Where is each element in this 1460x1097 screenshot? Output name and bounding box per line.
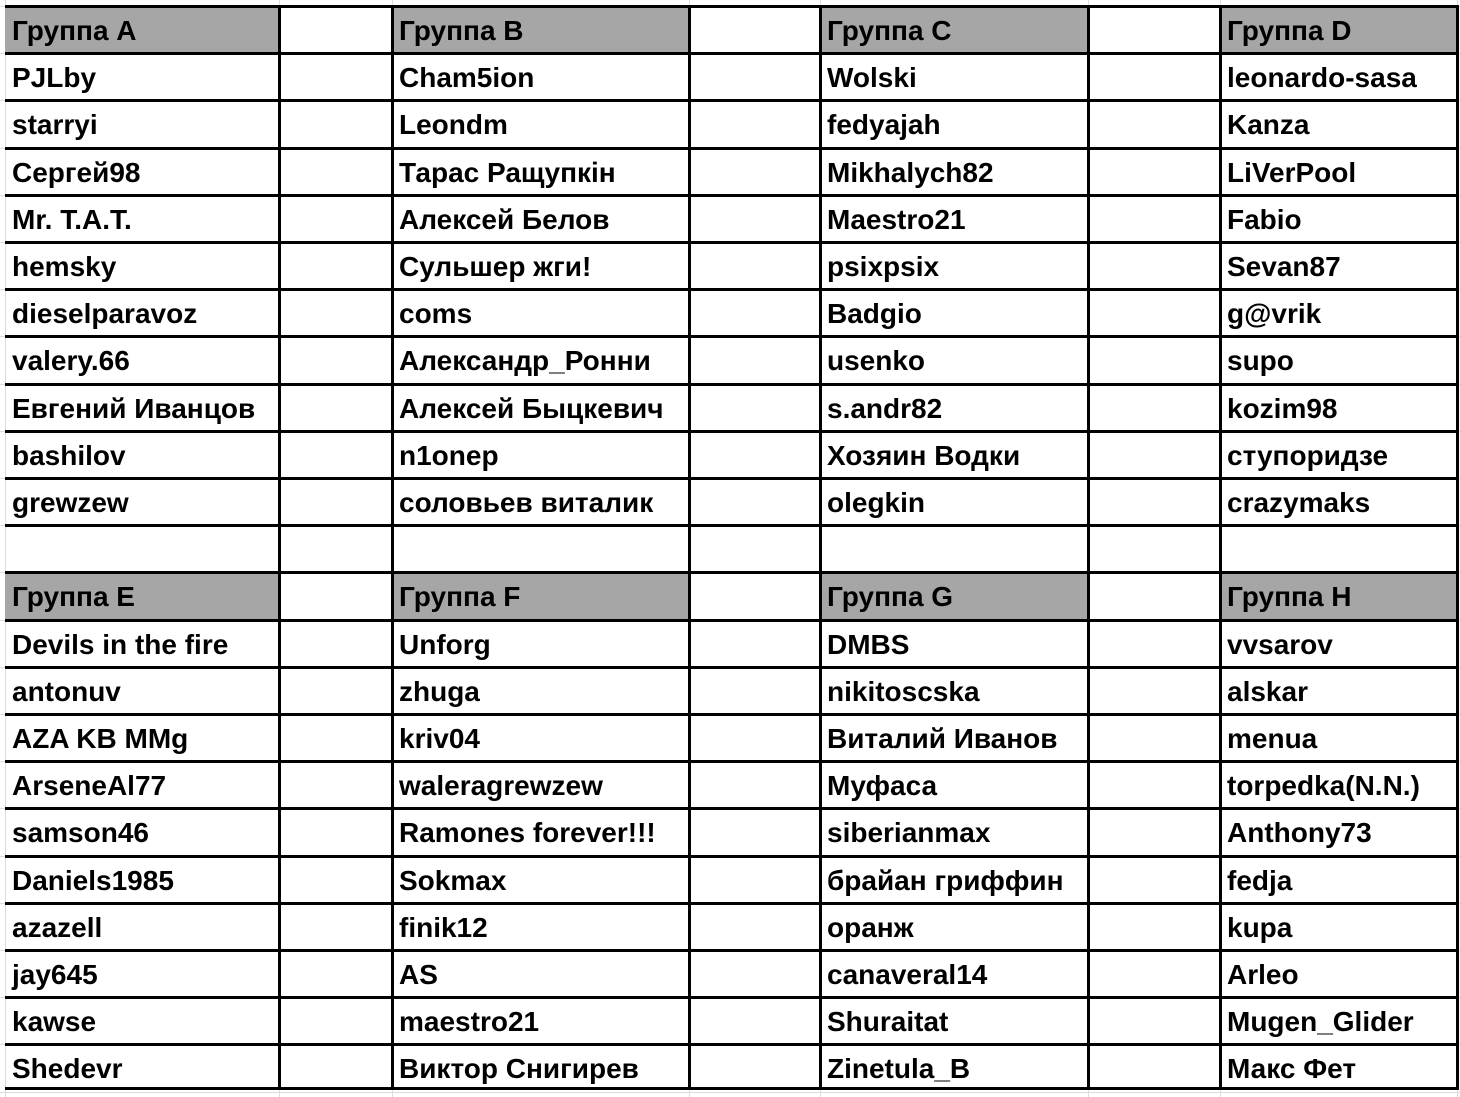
player-cell: ступоридзе <box>1227 439 1389 471</box>
player-cell: crazymaks <box>1227 487 1371 518</box>
player-cell: Sevan87 <box>1227 251 1341 282</box>
player-cell: Unforg <box>399 628 491 660</box>
player-cell: kozim98 <box>1227 392 1338 424</box>
player-cell: samson46 <box>12 817 149 849</box>
player-cell: брайан гриффин <box>827 864 1064 896</box>
player-cell: Хозяин Водки <box>827 439 1021 471</box>
player-cell: Arleo <box>1227 959 1299 990</box>
player-cell: Leondm <box>399 109 508 141</box>
player-cell: Zinetula_B <box>827 1053 971 1085</box>
player-cell: g@vrik <box>1227 298 1322 330</box>
player-cell: s.andr82 <box>827 392 943 424</box>
player-cell: Fabio <box>1227 203 1302 235</box>
player-cell: Wolski <box>827 62 917 94</box>
player-cell: vvsarov <box>1227 628 1333 660</box>
player-cell: starryi <box>12 109 98 141</box>
player-cell: Алексей Быцкевич <box>399 392 664 424</box>
player-cell: Виталий Иванов <box>827 723 1058 754</box>
player-cell: supo <box>1227 345 1294 377</box>
player-cell: menua <box>1227 723 1318 754</box>
player-cell: antonuv <box>12 675 121 707</box>
player-cell: bashilov <box>12 439 126 471</box>
player-cell: Sokmax <box>399 864 507 896</box>
player-cell: zhuga <box>399 675 480 707</box>
player-cell: Mugen_Glider <box>1227 1006 1414 1038</box>
player-cell: fedja <box>1227 864 1293 896</box>
player-cell: nikitoscska <box>827 675 980 707</box>
player-cell: Kanza <box>1227 109 1310 141</box>
player-cell: siberianmax <box>827 817 991 849</box>
player-cell: grewzew <box>12 487 129 518</box>
player-cell: Mikhalych82 <box>827 156 994 188</box>
player-cell: Daniels1985 <box>12 864 174 896</box>
player-cell: Сергей98 <box>12 156 141 188</box>
player-cell: оранж <box>827 911 914 943</box>
player-cell: dieselparavoz <box>12 298 198 330</box>
player-cell: Mr. T.A.T. <box>12 203 132 235</box>
player-cell: AS <box>399 959 438 990</box>
group-header: Группа G <box>827 581 954 613</box>
player-cell: Сульшер жги! <box>399 251 592 282</box>
player-cell: Тарас Ращупкін <box>399 156 616 188</box>
group-header: Группа C <box>827 15 952 46</box>
player-cell: DMBS <box>827 628 910 660</box>
player-cell: kawse <box>12 1006 97 1038</box>
player-cell: Алексей Белов <box>399 203 610 235</box>
player-cell: Макс Фет <box>1227 1053 1357 1085</box>
player-cell: canaveral14 <box>827 959 988 990</box>
player-cell: valery.66 <box>12 345 130 377</box>
group-header: Группа E <box>12 581 135 613</box>
player-cell: jay645 <box>12 959 98 990</box>
player-cell: Devils in the fire <box>12 628 229 660</box>
group-header: Группа B <box>399 15 524 46</box>
player-cell: LiVerPool <box>1227 156 1357 188</box>
player-cell: alskar <box>1227 675 1308 707</box>
group-header: Группа F <box>399 581 521 613</box>
player-cell: ArseneAl77 <box>12 770 167 802</box>
player-cell: Александр_Ронни <box>399 345 651 377</box>
player-cell: waleragrewzew <box>399 770 603 802</box>
player-cell: kupa <box>1227 911 1293 943</box>
player-cell: psixpsix <box>827 251 940 282</box>
player-cell: соловьев виталик <box>399 487 654 518</box>
player-cell: Евгений Иванцов <box>12 392 256 424</box>
group-header: Группа A <box>12 15 137 46</box>
player-cell: olegkin <box>827 487 926 518</box>
player-cell: Shuraitat <box>827 1006 949 1038</box>
player-cell: Ramones forever!!! <box>399 817 656 849</box>
player-cell: finik12 <box>399 911 488 943</box>
player-cell: Shedevr <box>12 1053 123 1085</box>
player-cell: Муфаса <box>827 770 938 802</box>
group-header: Группа D <box>1227 15 1352 46</box>
player-cell: maestro21 <box>399 1006 540 1038</box>
player-cell: Cham5ion <box>399 62 535 94</box>
player-cell: AZA KB MMg <box>12 723 189 754</box>
player-cell: Badgio <box>827 298 922 330</box>
player-cell: n1onep <box>399 439 499 471</box>
player-cell: azazell <box>12 911 103 943</box>
player-cell: fedyajah <box>827 109 941 141</box>
player-cell: torpedka(N.N.) <box>1227 770 1420 802</box>
player-cell: coms <box>399 298 473 330</box>
player-cell: Виктор Снигирев <box>399 1053 639 1085</box>
player-cell: kriv04 <box>399 723 480 754</box>
player-cell: usenko <box>827 345 926 377</box>
group-header: Группа H <box>1227 581 1352 613</box>
player-cell: leonardo-sasa <box>1227 62 1417 94</box>
player-cell: hemsky <box>12 251 117 282</box>
player-cell: Maestro21 <box>827 203 966 235</box>
player-cell: PJLby <box>12 62 97 94</box>
player-cell: Anthony73 <box>1227 817 1372 849</box>
